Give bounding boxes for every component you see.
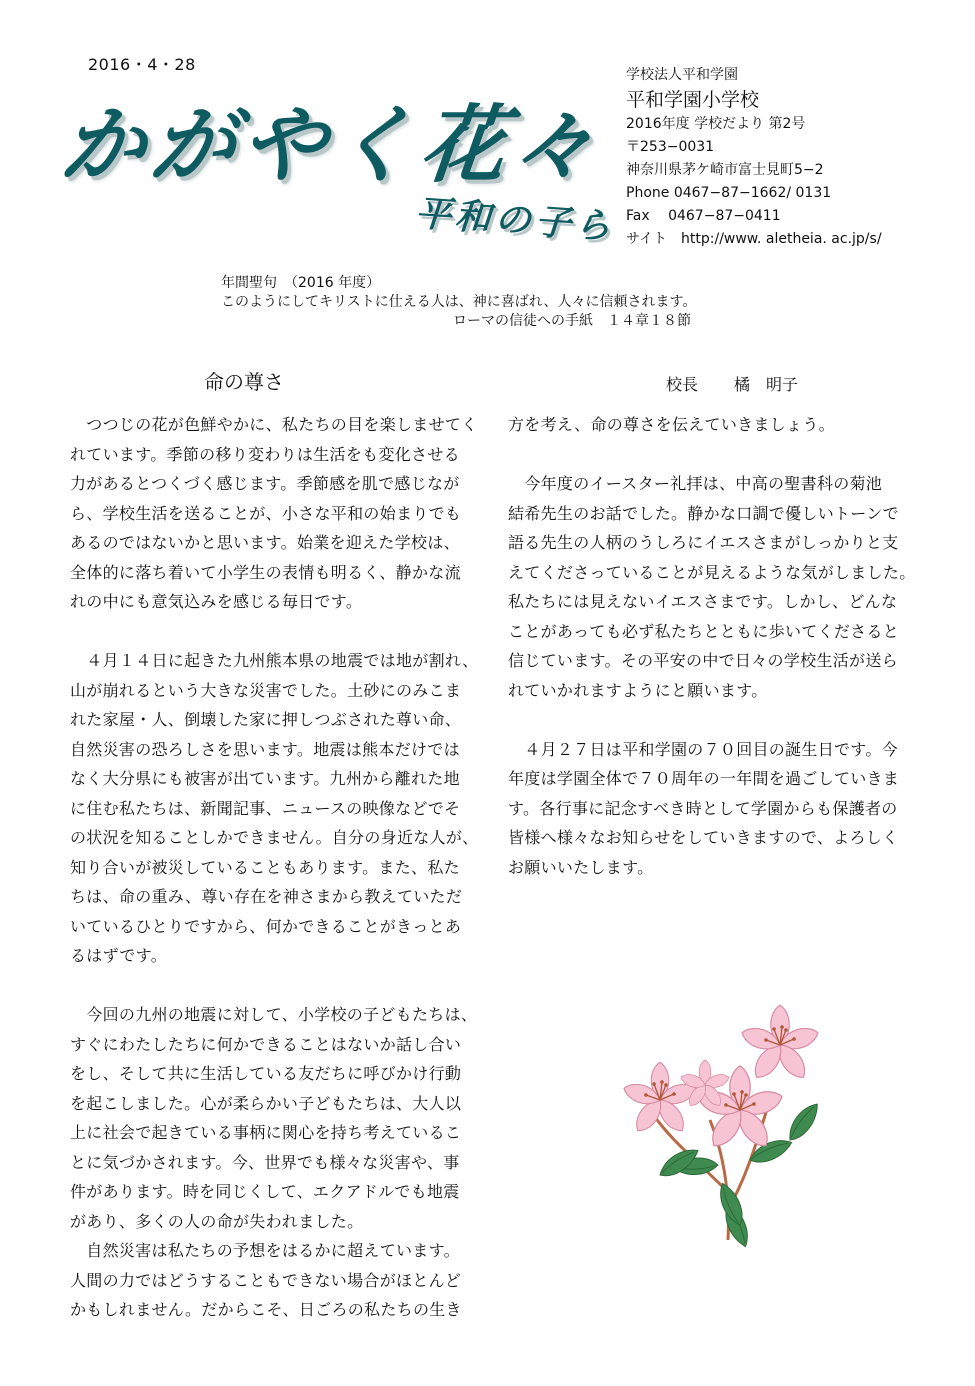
school-name: 平和学園小学校 — [626, 89, 760, 111]
school-site: サイト http://www. aletheia. ac.jp/s/ — [626, 231, 882, 247]
newsletter-title: かがやく花々 — [56, 95, 607, 194]
paragraph: ４月２７日は平和学園の７０回目の誕生日です。今 年度は学園全体で７０周年の一年間を過ごしていきま す。各行事に記念すべき時として学園からも保護者の 皆様へ様々なお知らせをしていきますので、よろしく お願いいたします。 — [508, 739, 900, 877]
newsletter-subtitle: 平和の子ら — [413, 192, 617, 248]
school-corporation: 学校法人平和学園 — [626, 67, 738, 83]
postal-code: 〒253−0031 — [626, 139, 715, 155]
issue-number: 2016年度 学校だより 第2号 — [626, 116, 806, 132]
paragraph: 自然災害は私たちの予想をはるかに超えています。 人間の力ではどうすることもできない場合がほとんど かもしれません。だからこそ、日ごろの私たちの生き — [70, 1241, 462, 1319]
article-title: 命の尊さ — [204, 370, 284, 394]
school-address: 神奈川県茅ケ崎市富士見町5−2 — [626, 162, 824, 178]
paragraph: 今回の九州の地震に対して、小学校の子どもたちは、 すぐにわたしたちに何かできることはないか話し合い をし、そして共に生活している友だちに呼びかけ行動 を起こしました。心が柔らかい子どもたちは、大人以 上に社会で起きている事柄に関心を持ち考えているこ とに気づかされます。今、世界でも様々な災害や、事 件があります。時を同じくして、エクアドルでも地震 があり、多くの人の命が失われました。 — [70, 1005, 478, 1231]
paragraph: つつじの花が色鮮やかに、私たちの目を楽しませてく れています。季節の移り変わりは生活をも変化させる 力があるとつくづく感じます。季節感を肌で感じなが ら、学校生活を送ることが、小さな平和の始まりでも あるのではないかと思います。始業を迎えた学校は、 全体的に落ち着いて小学生の表情も明るく、静かな流 れの中にも意気込みを感じる毎日です。 — [70, 415, 478, 611]
azalea-flower-icon — [600, 990, 860, 1250]
school-fax: Fax 0467−87−0411 — [626, 208, 781, 224]
verse-source: ローマの信徒への手紙 １４章１８節 — [453, 313, 691, 329]
author-role: 校長 — [666, 375, 699, 394]
school-info — [626, 64, 882, 251]
article-author — [666, 372, 798, 395]
annual-verse — [221, 274, 696, 331]
verse-heading: 年間聖句 （2016 年度） — [221, 275, 381, 291]
paragraph: 方を考え、命の尊さを伝えていきましょう。 — [508, 415, 835, 434]
paragraph: ４月１４日に起きた九州熊本県の地震では地が割れ、 山が崩れるという大きな災害でした。土砂にのみこま れた家屋・人、倒壊した家に押しつぶされた尊い命、 自然災害の恐ろしさを思います。地震は熊本だけでは なく大分県にも被害が出ています。九州から離れた地 に住む私たちは、新聞記事、ニュースの映像などでそ の状況を知ることしかできません。自分の身近な人が、 知り合いが被災していることもあります。また、私た ちは、命の重み、尊い存在を神さまから教えていただ いているひとりですから、何かできることがきっとあ るはずです。 — [70, 651, 479, 965]
verse-text: このようにしてキリストに仕える人は、神に喜ばれ、人々に信頼されます。 — [221, 294, 697, 310]
article-column-right — [508, 410, 928, 912]
author-name: 橘 明子 — [734, 375, 799, 394]
article-column-left — [70, 410, 490, 1354]
issue-date: 2016・4・28 — [88, 55, 196, 74]
school-phone: Phone 0467−87−1662/ 0131 — [626, 185, 832, 201]
paragraph: 今年度のイースター礼拝は、中高の聖書科の菊池 結希先生のお話でした。静かな口調で優しいトーンで 語る先生の人柄のうしろにイエスさまがしっかりと支 えてくださっていることが見えるような気がしました。 私たちには見えないイエスさまです。しかし、どんな ことがあっても必ず私たちとともに歩いてくださると 信じています。その平安の中で日々の学校生活が送ら れていかれますようにと願います。 — [508, 474, 916, 700]
